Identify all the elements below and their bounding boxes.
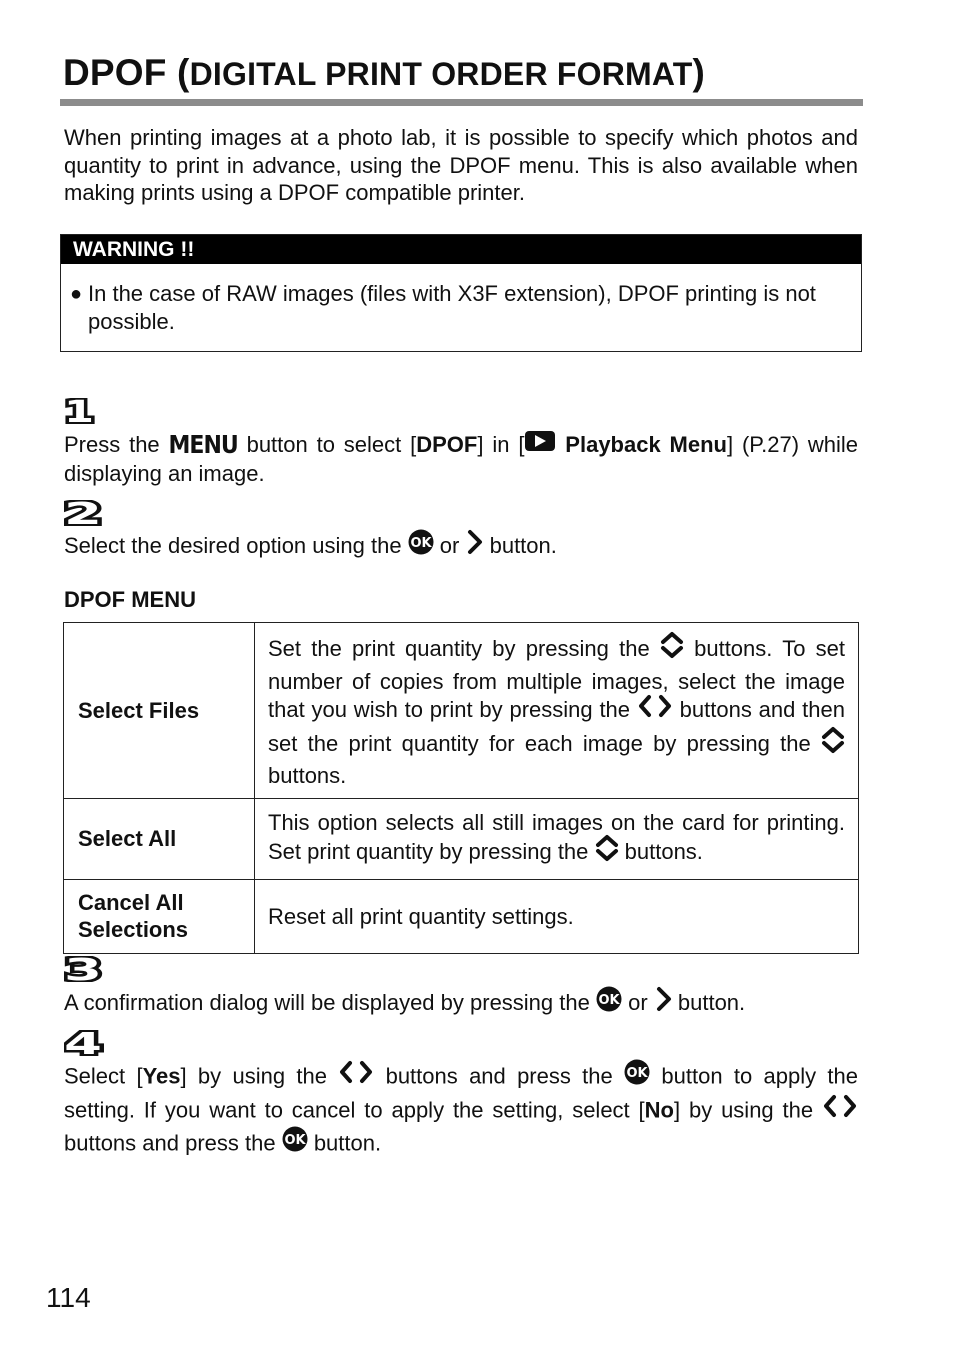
table-row [64,798,859,879]
right-arrow-icon [465,529,483,562]
up-down-arrows-icon [660,631,684,666]
warning-text: In the case of RAW images (files with X3F extension), DPOF printing is not possible. [88,281,816,334]
step-4-part: ] by using the [180,1063,339,1089]
up-down-arrows-icon [821,726,845,761]
warning-heading: WARNING !! [61,235,861,264]
table-row [64,879,859,953]
playback-menu-label: Playback Menu [565,432,727,457]
left-right-arrows-icon [338,1059,374,1093]
step-4-digit: 4 [64,1030,102,1056]
left-right-arrows-icon [822,1093,858,1127]
svg-text:OK: OK [626,1066,648,1081]
warning-bullet: ● [70,283,83,305]
svg-text:OK: OK [410,536,432,551]
dpof-menu-heading: DPOF MENU [64,587,196,612]
step-4-part: Select [ [64,1063,143,1089]
step-1-digit: 1 [64,398,94,424]
step-3-part: button. [671,990,746,1016]
step-3-part: A confirmation dialog will be displayed by pressing the [64,990,596,1016]
warning-body [61,264,861,336]
desc-part: buttons and then set the print quantity for each image by pressing the [268,697,845,756]
step-1-part: Press the [64,432,169,457]
step-4-part: ] by using the [673,1097,822,1123]
step-2-part: button. [483,533,557,559]
dpof-menu-table [63,622,859,954]
up-down-arrows-icon [595,834,619,869]
svg-text:OK: OK [284,1133,306,1148]
step-1-part: button to select [ [237,432,417,457]
step-3-part: or [621,990,654,1016]
step-number-4 [64,1030,104,1056]
step-2-text [64,531,858,564]
step-2-digit: 2 [64,500,102,526]
desc-part: buttons. [268,763,347,788]
option-description [255,798,859,879]
desc-part: buttons. To set number of copies from multiple images, select the image that you wish to print by pressing the [268,636,845,723]
step-4-part: buttons and press the [374,1063,625,1089]
option-select-files: Select Files [64,623,255,799]
title-rule [60,99,863,106]
step-number-2 [64,500,104,526]
step-1-part: ] in [ [477,432,525,457]
step-4-text [64,1061,858,1162]
dpof-menu-label: DPOF [416,432,478,457]
step-4-part: button to apply the setting. If you want to cancel to apply the setting, select [ [64,1063,858,1123]
desc-part: buttons. [618,839,703,865]
step-1-text [64,431,858,488]
menu-button-label: MENU [168,431,238,460]
right-arrow-icon [654,986,672,1019]
title-main: DPOF ( [63,52,190,93]
ok-button-icon [282,1126,308,1160]
ok-button-icon [596,986,622,1019]
step-2-part: Select the desired option using the [64,533,408,559]
step-4-part: buttons and press the [64,1130,282,1156]
desc-part: Set the print quantity by pressing the [268,636,660,662]
step-3-digit: 3 [64,956,102,982]
table-row [64,623,859,799]
left-right-arrows-icon [637,693,673,726]
option-description [255,623,859,799]
step-3-text [64,988,858,1021]
ok-button-icon [408,529,434,562]
option-description: Reset all print quantity settings. [255,879,859,953]
step-number-3 [64,956,104,982]
step-1-part: ] (P.27) while displaying an image. [64,432,859,487]
step-4-part: button. [307,1130,382,1156]
option-cancel-all-selections: Cancel All Selections [64,879,255,953]
warning-box [60,234,862,352]
playback-icon [524,430,556,459]
ok-button-icon [624,1059,650,1093]
intro-paragraph: When printing images at a photo lab, it is possible to specify which photos and quantity to print in advance, using the DPOF menu. This is also available when making prints using a DPOF compatible printer. [64,125,858,205]
title-close: ) [692,52,706,93]
step-2-part: or [433,533,466,559]
yes-option-label: Yes [142,1063,181,1089]
step-number-1 [64,398,96,424]
option-select-all: Select All [64,798,255,879]
svg-text:OK: OK [598,993,620,1008]
page-number: 114 [46,1282,91,1313]
desc-part: This option selects all still images on the card for printing. Set print quantity by pressing the [268,809,845,865]
title-sub: DIGITAL PRINT ORDER FORMAT [189,56,693,92]
no-option-label: No [644,1097,674,1123]
page-title [63,50,863,97]
